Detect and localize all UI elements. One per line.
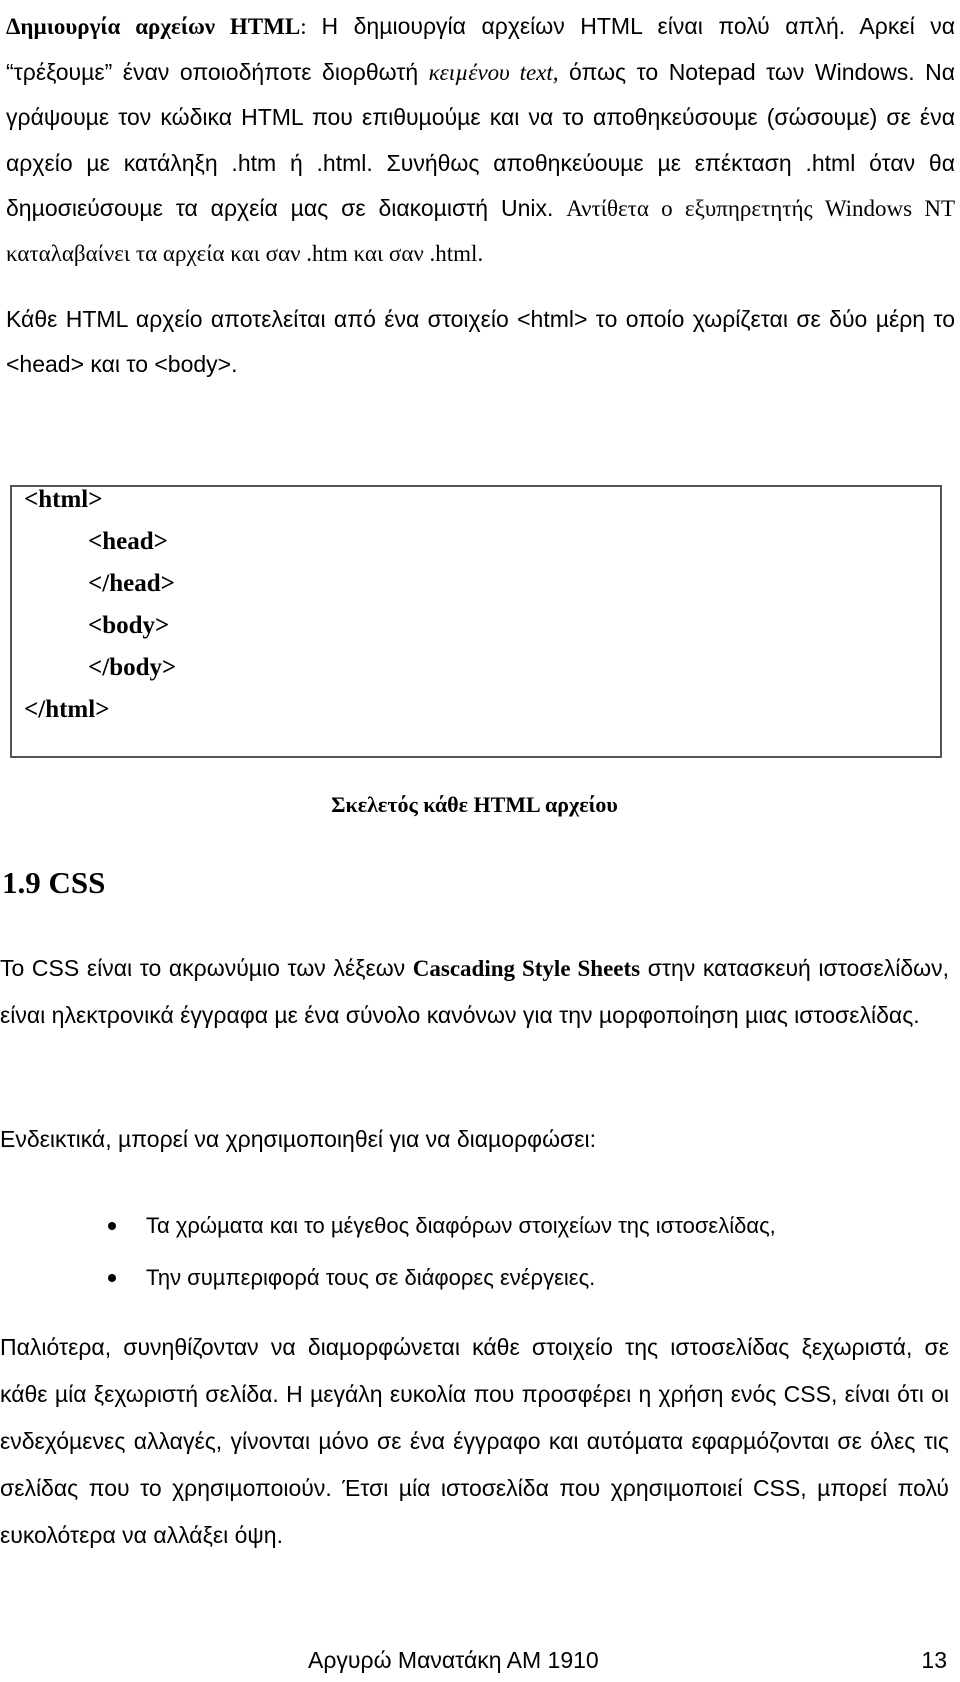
bullet-list [0,1200,949,1304]
list-item-text: Την συµπεριφορά τους σε διάφορες ενέργειες. [146,1265,596,1290]
list-item-text: Τα χρώµατα και το µέγεθος διαφόρων στοιχείων της ιστοσελίδας, [146,1213,776,1238]
intro-separator: : [300,14,322,39]
css-advantages-block [0,1324,949,1559]
html-skeleton-figure [10,485,942,758]
section-number: 1.9 [2,865,41,900]
css-advantages-text-2: Η µεγάλη ευκολία που προσφέρει η χρήση ενός CSS, είναι ότι οι ενδεχόµενες αλλαγές, γίνονται µόνο σε ένα έγγραφο και αυτόµατα εφαρµόζονται σε όλες τις σελίδας που το χρησιµοποιούν. Έτσι µία ιστοσελίδα που χρησιµοποιεί CSS, µπορεί πολύ ευκολότερα να αλλάξει όψη. [0,1381,949,1548]
intro-text-3: Αντίθετα ο εξυπηρετητής Windows NT καταλαβαίνει τα αρχεία και σαν .htm και σαν .html. [6,196,955,266]
css-definition-block [0,945,949,1039]
css-definition-text-2: στην κατασκευή ιστοσελίδων, είναι ηλεκτρονικά έγγραφα µε ένα σύνολο κανόνων για την µορφοποίηση µιας ιστοσελίδας. [0,955,949,1028]
code-line-html-close: </html> [24,696,110,723]
css-advantages-text-1: Παλιότερα, συνηθίζονταν να διαµορφώνεται κάθε στοιχείο της ιστοσελίδας ξεχωριστά, σε κάθε µία ξεχωριστή σελίδα. [0,1334,949,1407]
indicative-paragraph: Ενδεικτικά, µπορεί να χρησιµοποιηθεί για να διαµορφώσει: [0,1126,597,1152]
list-item [0,1200,949,1252]
code-line-head-close: </head> [88,570,175,597]
intro-text-1: Η δηµιουργία αρχείων HTML είναι πολύ απλή. Αρκεί να “τρέξουµε” έναν οποιοδήποτε διορθωτή [6,13,955,85]
figure-caption: Σκελετός κάθε HTML αρχείου [331,792,618,817]
document-page [6,4,955,386]
bullet-dot-icon [108,1222,116,1230]
intro-paragraph [6,4,955,276]
code-line-body-close: </body> [88,654,177,681]
css-definition-text-1: Το CSS είναι το ακρωνύµιο των λέξεων [0,955,413,981]
intro-heading: Δηµιουργία αρχείων HTML [6,14,301,39]
intro-text-2: όπως το Notepad των Windows. Να γράψουµε τον κώδικα HTML που επιθυµούµε και να το αποθηκεύσουµε (σώσουµε) σε ένα αρχείο µε κατάληξη .htm ή .html. Συνήθως αποθηκεύουµε µε επέκταση .html όταν θα δηµοσιεύσουµε τα αρχεία µας σε διακοµιστή Unix. [6,58,956,221]
section-heading [2,863,105,903]
html-structure-paragraph: Κάθε HTML αρχείο αποτελείται από ένα στοιχείο <html> το οποίο χωρίζεται σε δύο µέρη το <head> και το <body>. [6,306,955,377]
css-definition-paragraph [0,945,949,1039]
intro-italic-text: κειµένου text, [428,59,559,85]
bullet-dot-icon [108,1274,116,1282]
css-advantages-paragraph [0,1324,949,1559]
css-definition-bold: Cascading Style Sheets [412,956,641,981]
code-line-body-open: <body> [88,612,170,639]
footer-author: Αργυρώ Μανατάκη ΑΜ 1910 [308,1647,599,1673]
section-title: CSS [48,865,106,900]
code-line-head-open: <head> [88,528,168,555]
page-number: 13 [921,1647,947,1673]
list-item [0,1252,949,1304]
code-line-html-open: <html> [24,486,103,513]
page-footer [0,1640,949,1680]
